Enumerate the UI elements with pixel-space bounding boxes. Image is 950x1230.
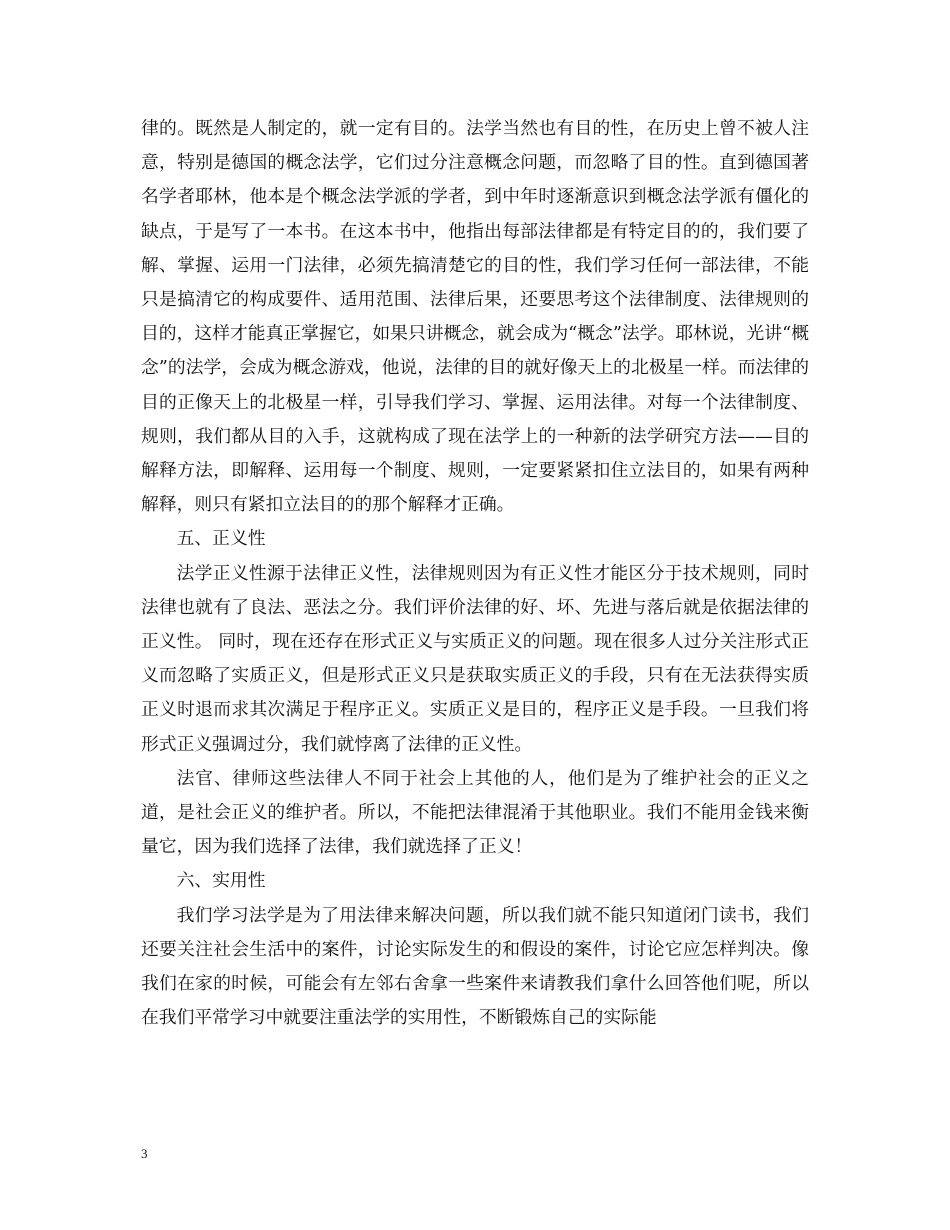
section-heading-justice: 五、正义性	[176, 528, 266, 550]
page-number: 3	[141, 1146, 148, 1161]
body-text	[141, 112, 809, 1035]
paragraph-justice: 法学正义性源于法律正义性，法律规则因为有正义性才能区分于技术规则，同时法律也就有了良法、恶法之分。我们评价法律的好、坏、先进与落后就是依据法律的正义性。 同时，现在还存在形式正义与实质正义的问题。现在很多人过分关注形式正义而忽略了实质正义，但是形式正义只是获取实质正义的手段，只有在无法获得实质正义时退而求其次满足于程序正义。实质正义是目的，程序正义是手段。一旦我们将形式正义强调过分，我们就悖离了法律的正义性。	[141, 562, 809, 755]
paragraph-legal-professionals: 法官、律师这些法律人不同于社会上其他的人，他们是为了维护社会的正义之道，是社会正义的维护者。所以，不能把法律混淆于其他职业。我们不能用金钱来衡量它，因为我们选择了法律，我们就选择了正义！	[141, 767, 809, 858]
paragraph-practicality: 我们学习法学是为了用法律来解决问题，所以我们就不能只知道闭门读书，我们还要关注社会生活中的案件，讨论实际发生的和假设的案件，讨论它应怎样判决。像我们在家的时候，可能会有左邻右舍拿一些案件来请教我们拿什么回答他们呢，所以在我们平常学习中就要注重法学的实用性，不断锻炼自己的实际能	[141, 904, 809, 1029]
section-heading-practicality: 六、实用性	[176, 870, 266, 892]
paragraph-purpose-continued: 律的。既然是人制定的，就一定有目的。法学当然也有目的性，在历史上曾不被人注意，特别是德国的概念法学，它们过分注意概念问题，而忽略了目的性。直到德国著名学者耶林，他本是个概念法学派的学者，到中年时逐渐意识到概念法学派有僵化的缺点，于是写了一本书。在这本书中，他指出每部法律都是有特定目的的，我们要了解、掌握、运用一门法律，必须先搞清楚它的目的性，我们学习任何一部法律，不能只是搞清它的构成要件、适用范围、法律后果，还要思考这个法律制度、法律规则的目的，这样才能真正掌握它，如果只讲概念，就会成为“概念”法学。耶林说，光讲“概念”的法学，会成为概念游戏，他说，法律的目的就好像天上的北极星一样。而法律的目的正像天上的北极星一样，引导我们学习、掌握、运用法律。对每一个法律制度、规则，我们都从目的入手，这就构成了现在法学上的一种新的法学研究方法——目的解释方法，即解释、运用每一个制度、规则，一定要紧紧扣住立法目的，如果有两种解释，则只有紧扣立法目的的那个解释才正确。	[141, 118, 809, 516]
